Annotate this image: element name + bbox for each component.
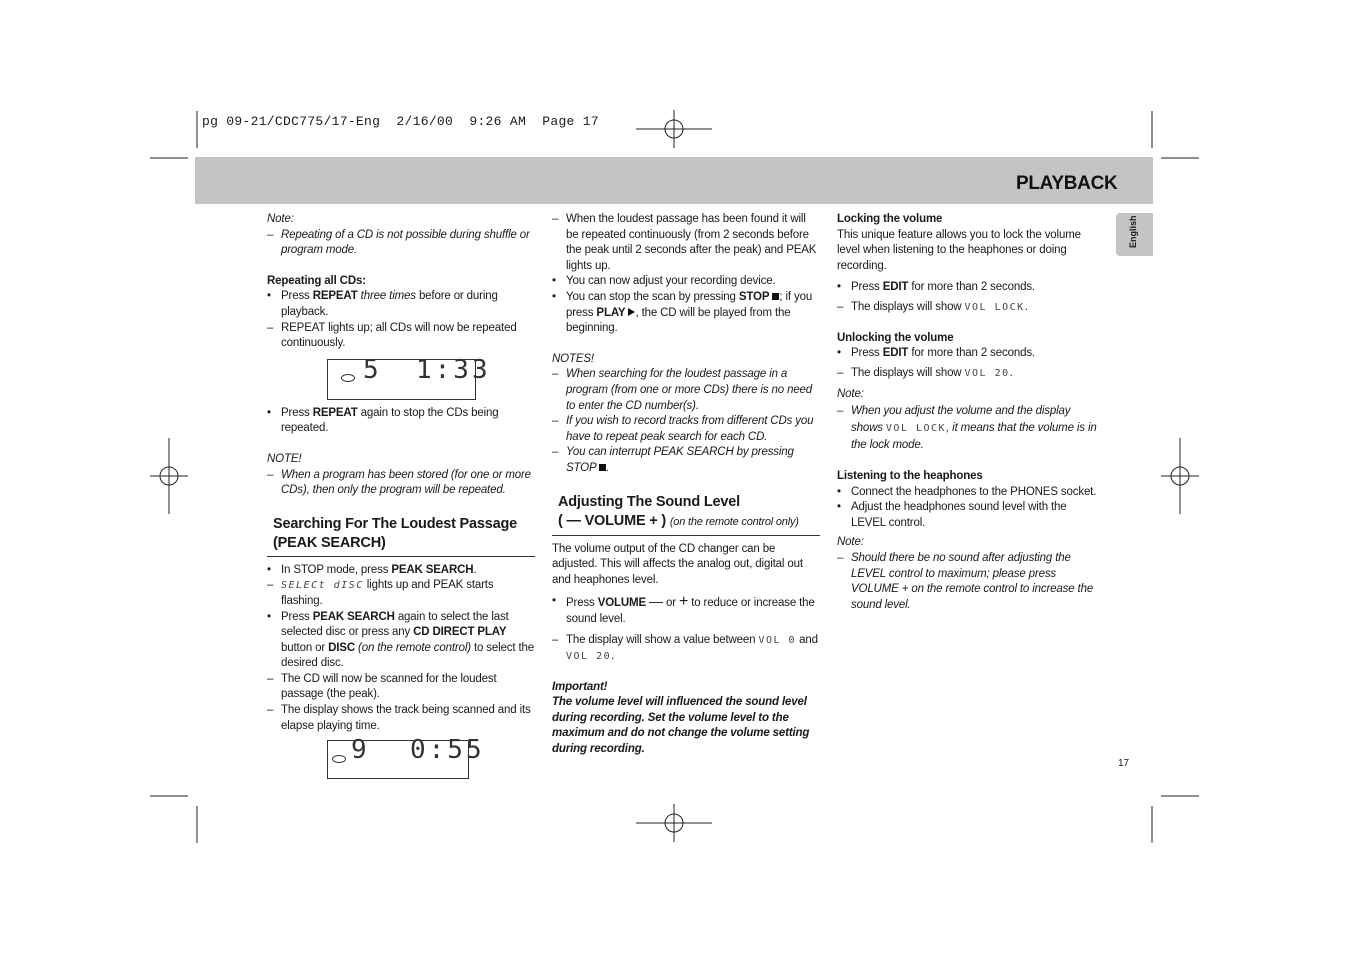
lcd-display-repeat — [327, 354, 491, 400]
lcd-time: 1:33 — [416, 354, 491, 385]
peak-step-5: – The display shows the track being scanned and its elapse playing time. — [267, 704, 531, 732]
unlocking-step-2: – The displays will show VOL 20. — [837, 366, 1013, 379]
locking-step-2: – The displays will show VOL LOCK. — [837, 300, 1028, 313]
peak-step-4: – The CD will now be scanned for the loudest passage (the peak). — [267, 672, 497, 701]
volume-intro: The volume output of the CD changer can be adjusted. This will affects the analog out, digital out and heaphones level. — [552, 542, 803, 586]
note2-text: – When a program has been stored (for one or more CDs), then only the program will be repeated. — [267, 468, 531, 497]
adjust-recording-text: • You can now adjust your recording device. — [552, 275, 776, 288]
language-tab — [1116, 213, 1153, 256]
print-slug: pg 09-21/CDC775/17-Eng 2/16/00 9:26 AM Page 17 — [202, 114, 599, 129]
page-number: 17 — [1118, 758, 1130, 769]
unlocking-step-1: • Press EDIT for more than 2 seconds. — [837, 347, 1035, 360]
volume-remote-note: (on the remote control only) — [669, 515, 799, 528]
volume-step-1: • Press VOLUME — or + to reduce or increase the sound level. — [552, 593, 815, 625]
registration-mark-right — [1161, 438, 1199, 514]
note2-label: Note: — [837, 536, 864, 549]
lcd-display-peak — [327, 735, 485, 779]
repeat-all-heading: Repeating all CDs: — [267, 274, 366, 287]
peak-step-1: • In STOP mode, press PEAK SEARCH. — [267, 563, 477, 576]
repeat-lights-text: – REPEAT lights up; all CDs will now be repeated continuously. — [267, 321, 517, 350]
important-label: Important! — [552, 680, 608, 693]
notes-1: – When searching for the loudest passage in a program (from one or more CDs) there is no need to enter the CD number(s). — [552, 368, 813, 412]
note-label: Note: — [837, 388, 864, 401]
disc-icon — [332, 755, 346, 763]
column-3 — [837, 212, 1101, 613]
note-text: – When you adjust the volume and the display shows VOL LOCK, it means that the volume is in the lock mode. — [837, 404, 1097, 451]
note-text: – Repeating of a CD is not possible during shuffle or program mode. — [267, 228, 530, 257]
section-heading-sound-level: Adjusting The Sound Level ( — VOLUME + ) (on the remote control only) — [552, 493, 820, 536]
language-tab-label: English — [1128, 215, 1138, 248]
notes-3: – You can interrupt PEAK SEARCH by pressing STOP . — [552, 446, 794, 474]
listening-heading: Listening to the heaphones — [837, 469, 983, 482]
column-2 — [552, 212, 820, 758]
notes-label: NOTES! — [552, 352, 594, 365]
notes-2: – If you wish to record tracks from different CDs you have to repeat peak search for each CD. — [552, 415, 814, 443]
disc-icon — [341, 374, 355, 382]
unlocking-heading: Unlocking the volume — [837, 331, 954, 344]
important-text: The volume level will influenced the sound level during recording. Set the volume level to the maximum and do not change the volume setting during recording. — [552, 696, 810, 756]
registration-mark-left — [150, 438, 188, 514]
locking-text: This unique feature allows you to lock the volume level when listening to the heaphones or doing recording. — [837, 228, 1081, 272]
locking-step-1: • Press EDIT for more than 2 seconds. — [837, 281, 1035, 294]
registration-mark-top — [636, 110, 712, 148]
locking-heading: Locking the volume — [837, 213, 943, 225]
header-band — [195, 157, 1153, 204]
note2-label: NOTE! — [267, 452, 302, 465]
page-title: PLAYBACK — [1016, 173, 1118, 194]
listening-step-2: • Adjust the headphones sound level with the LEVEL control. — [837, 501, 1067, 529]
lcd-disc-number: 5 — [363, 354, 382, 385]
repeat-instruction: • Press REPEAT three times before or during playback. — [267, 290, 498, 318]
lcd-disc-number: 9 — [351, 735, 370, 766]
note2-text: – Should there be no sound after adjusting the LEVEL control to maximum; please press VOLUME + on the remote control to increase the sound level. — [837, 551, 1094, 611]
volume-step-2: – The display will show a value between VOL 0 and VOL 20. — [552, 634, 818, 663]
stop-scan-text: • You can stop the scan by pressing STOP ; if you press PLAY , the CD will be played from the beginning. — [552, 290, 813, 335]
peak-step-2: – SELECt dISC lights up and PEAK starts flashing. — [267, 579, 494, 607]
note-label: Note: — [267, 213, 294, 225]
peak-step-3: • Press PEAK SEARCH again to select the last selected disc or press any CD DIRECT PLAY button or DISC (on the remote control) to select the desired disc. — [267, 610, 535, 670]
column-1 — [267, 212, 535, 779]
lcd-time: 0:55 — [410, 735, 485, 766]
volume-label: ( — VOLUME + ) — [558, 512, 666, 529]
section-heading-peak-search: Searching For The Loudest Passage (PEAK SEARCH) — [267, 515, 535, 557]
listening-step-1: • Connect the headphones to the PHONES socket. — [837, 485, 1097, 498]
stop-icon — [599, 464, 606, 471]
loudest-found-text: – When the loudest passage has been found it will be repeated continuously (from 2 seconds before the peak until 2 seconds after the peak) and PEAK lights up. — [552, 213, 817, 272]
repeat-again-instruction: • Press REPEAT again to stop the CDs being repeated. — [267, 406, 499, 435]
registration-mark-bottom — [636, 804, 712, 842]
